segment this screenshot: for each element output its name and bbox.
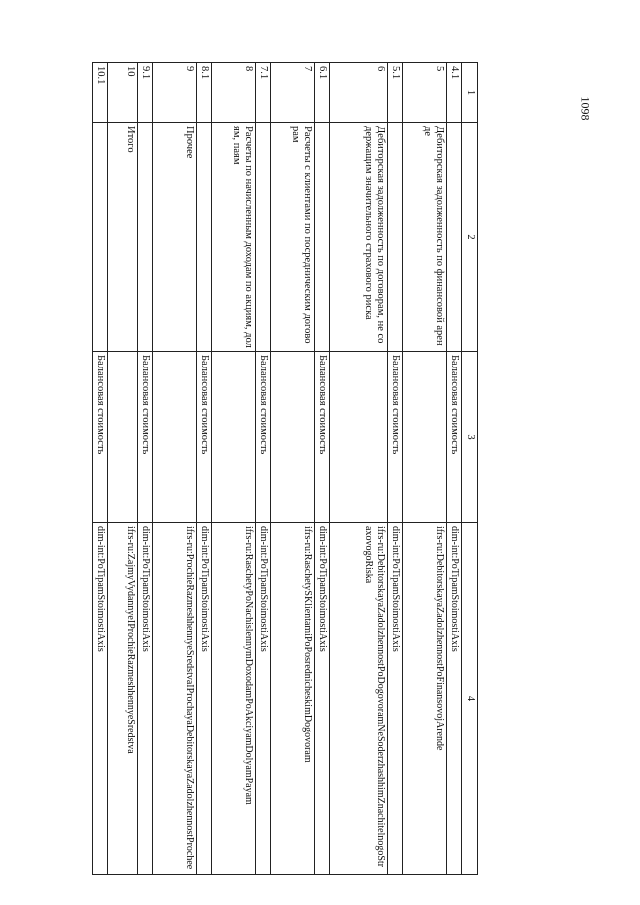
row-number: 6: [330, 63, 388, 123]
taxonomy-code: dim-int:PoTipamStoimostiAxis: [138, 523, 153, 875]
value-type: [403, 352, 447, 523]
table-row: [138, 63, 153, 875]
item-name: [447, 123, 462, 352]
taxonomy-code: ifrs-ru:RaschetyPoNachislennymDoxodamPoAkciyamDolyamPayam: [212, 523, 256, 875]
item-name: Прочее: [153, 123, 197, 352]
value-type: [271, 352, 315, 523]
table-row: [315, 63, 330, 875]
taxonomy-code: ifrs-ru:RaschetySKlientamiPoPosrednicheskimDogovoram: [271, 523, 315, 875]
item-name: [256, 123, 271, 352]
rotated-page: [88, 62, 478, 874]
taxonomy-code: dim-int:PoTipamStoimostiAxis: [197, 523, 212, 875]
row-number: 9: [153, 63, 197, 123]
item-name: Итого: [108, 123, 138, 352]
table-row: [153, 63, 197, 875]
taxonomy-code: dim-int:PoTipamStoimostiAxis: [388, 523, 403, 875]
taxonomy-code: dim-int:PoTipamStoimostiAxis: [256, 523, 271, 875]
item-name: Расчеты с клиентами по посредническим договорам: [271, 123, 315, 352]
row-number: 7: [271, 63, 315, 123]
value-type: Балансовая стоимость: [256, 352, 271, 523]
item-name: [197, 123, 212, 352]
value-type: [330, 352, 388, 523]
table-row: [256, 63, 271, 875]
value-type: [212, 352, 256, 523]
header-cell-1: 1: [462, 63, 478, 123]
value-type: Балансовая стоимость: [388, 352, 403, 523]
value-type: Балансовая стоимость: [447, 352, 462, 523]
data-table: [92, 62, 478, 875]
table-row: [388, 63, 403, 875]
value-type: Балансовая стоимость: [197, 352, 212, 523]
item-name: Расчеты по начисленным доходам по акциям, долям, паям: [212, 123, 256, 352]
row-number: 7.1: [256, 63, 271, 123]
row-number: 4.1: [447, 63, 462, 123]
row-number: 9.1: [138, 63, 153, 123]
table-row: [212, 63, 256, 875]
taxonomy-code: ifrs-ru:DebitorskayaZadolzhennostPoFinansovojArende: [403, 523, 447, 875]
page-number: [578, 88, 592, 128]
table-row: [447, 63, 462, 875]
row-number: 5: [403, 63, 447, 123]
header-cell-3: 3: [462, 352, 478, 523]
row-number: 5.1: [388, 63, 403, 123]
row-number: 10.1: [93, 63, 108, 123]
taxonomy-code: ifrs-ru:ProchieRazmeshhennyeSredstvaIProchayaDebitorskayaZadolzhennostProchee: [153, 523, 197, 875]
header-row: [462, 63, 478, 875]
page-number-text: 1098: [578, 96, 593, 120]
taxonomy-code: dim-int:PoTipamStoimostiAxis: [93, 523, 108, 875]
table-row: [197, 63, 212, 875]
value-type: [153, 352, 197, 523]
taxonomy-code: ifrs-ru:ZajmyVydannyeIProchieRazmeshhennyeSredstva: [108, 523, 138, 875]
item-name: Дебиторская задолженность по договорам, не содержащим значительного страхового риска: [330, 123, 388, 352]
row-number: 10: [108, 63, 138, 123]
item-name: [93, 123, 108, 352]
taxonomy-code: dim-int:PoTipamStoimostiAxis: [447, 523, 462, 875]
table-row: [403, 63, 447, 875]
header-cell-4: 4: [462, 523, 478, 875]
table-row: [93, 63, 108, 875]
item-name: Дебиторская задолженность по финансовой аренде: [403, 123, 447, 352]
value-type: [108, 352, 138, 523]
value-type: Балансовая стоимость: [93, 352, 108, 523]
row-number: 8: [212, 63, 256, 123]
table-row: [271, 63, 315, 875]
row-number: 8.1: [197, 63, 212, 123]
table-container: [88, 62, 478, 874]
taxonomy-code: ifrs-ru:DebitorskayaZadolzhennostPoDogovoramNeSoderzhashhimZnachitelnogoStraxovogoRiska: [330, 523, 388, 875]
table-row: [330, 63, 388, 875]
row-number: 6.1: [315, 63, 330, 123]
header-cell-2: 2: [462, 123, 478, 352]
table-row: [108, 63, 138, 875]
value-type: Балансовая стоимость: [138, 352, 153, 523]
item-name: [315, 123, 330, 352]
value-type: Балансовая стоимость: [315, 352, 330, 523]
item-name: [388, 123, 403, 352]
taxonomy-code: dim-int:PoTipamStoimostiAxis: [315, 523, 330, 875]
item-name: [138, 123, 153, 352]
